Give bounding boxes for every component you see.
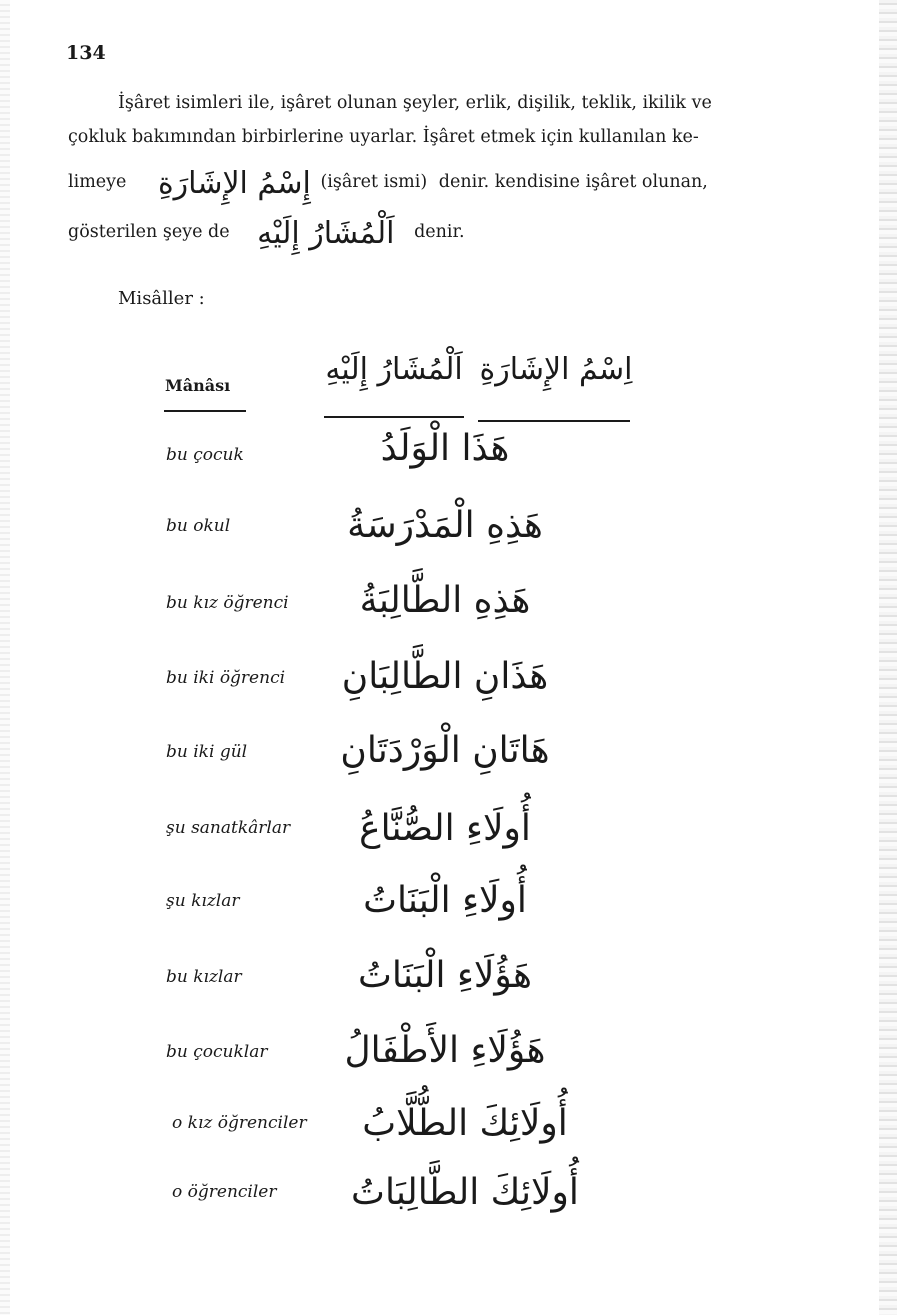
intro-line-3-pre: limeye: [68, 172, 127, 192]
row-meaning: bu çocuk: [166, 445, 244, 465]
intro-line-4-post: denir.: [414, 222, 465, 242]
row-meaning: bu okul: [166, 516, 231, 536]
row-arabic: هَذِهِ الْمَدْرَسَةُ: [347, 505, 543, 546]
header-ism-ishara: اِسْمُ الإِشَارَةِ: [479, 352, 633, 387]
row-meaning: o öğrenciler: [172, 1182, 277, 1202]
row-arabic: أُولَائِكَ الطُّلَّابُ: [362, 1103, 568, 1144]
header-mushar-ilayh: اَلْمُشَارُ إِلَيْهِ: [325, 352, 463, 387]
header-meaning: Mânâsı: [165, 376, 231, 395]
row-meaning: o kız öğrenciler: [172, 1113, 307, 1133]
intro-line-1: İşâret isimleri ile, işâret olunan şeyler, erlik, dişilik, teklik, ikilik ve: [118, 93, 712, 113]
row-arabic: أُولَائِكَ الطَّالِبَاتُ: [351, 1172, 579, 1213]
ism-ishara-inline: إِسْمُ الإِشَارَةِ: [157, 166, 311, 201]
header-ism-ishara-rule: [478, 420, 630, 422]
page-number: 134: [66, 42, 106, 64]
intro-line-3-post: denir. kendisine işâret olunan,: [438, 172, 708, 192]
examples-heading: Misâller :: [118, 288, 205, 309]
row-meaning: bu çocuklar: [166, 1042, 268, 1062]
row-meaning: şu sanatkârlar: [166, 818, 291, 838]
intro-line-4-pre: gösterilen şeye de: [68, 222, 230, 242]
row-arabic: هَذَا الْوَلَدُ: [380, 428, 510, 469]
row-arabic: هَذَانِ الطَّالِبَانِ: [341, 656, 549, 697]
row-arabic: هَؤُلَاءِ الأَطْفَالُ: [344, 1030, 546, 1071]
row-meaning: bu iki öğrenci: [166, 668, 286, 688]
row-meaning: bu iki gül: [166, 742, 248, 762]
row-arabic: هَؤُلَاءِ الْبَنَاتُ: [357, 955, 533, 996]
row-arabic: هَذِهِ الطَّالِبَةُ: [359, 580, 531, 621]
row-meaning: bu kız öğrenci: [166, 593, 289, 613]
row-arabic: أُولَاءِ الْبَنَاتُ: [363, 880, 527, 921]
row-meaning: şu kızlar: [166, 891, 240, 911]
row-arabic: أُولَاءِ الصُّنَّاعُ: [359, 808, 531, 849]
intro-line-2: çokluk bakımından birbirlerine uyarlar. İşâret etmek için kullanılan ke-: [68, 127, 699, 147]
row-arabic: هَاتَانِ الْوَرْدَتَانِ: [340, 730, 550, 771]
mushar-ilayh-inline: اَلْمُشَارُ إِلَيْهِ: [257, 216, 395, 251]
header-meaning-rule: [164, 410, 246, 412]
intro-line-3-paren: (işâret ismi): [320, 172, 428, 192]
header-mushar-ilayh-rule: [324, 416, 464, 418]
row-meaning: bu kızlar: [166, 967, 242, 987]
